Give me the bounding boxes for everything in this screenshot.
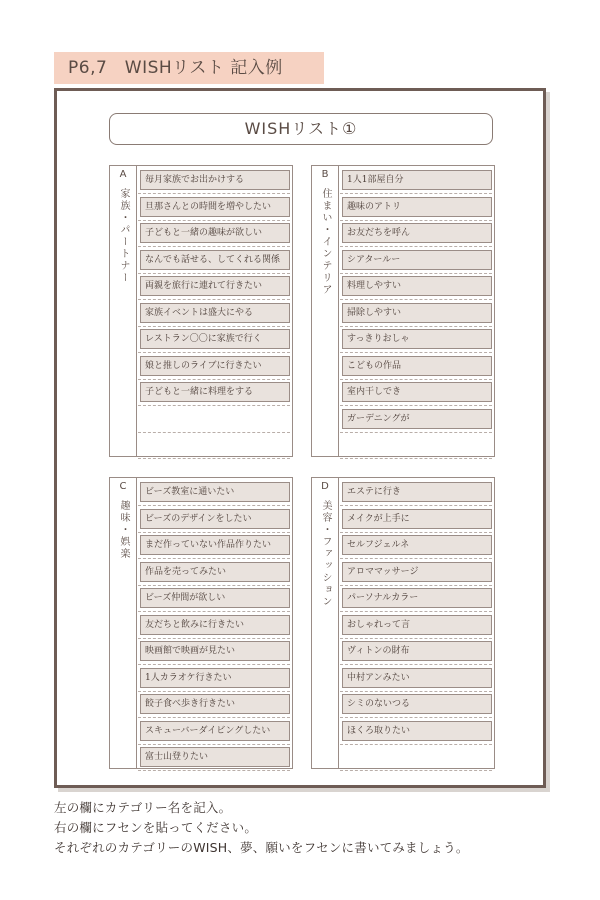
dashed-row-line (138, 505, 290, 506)
sticky-note: まだ作っていない作品作りたい (140, 535, 290, 555)
category-name: 趣味・娯楽 (118, 500, 129, 560)
dashed-row-line (138, 770, 290, 771)
sticky-note: ビーズ教室に通いたい (140, 482, 290, 502)
sticky-note: 映画館で映画が見たい (140, 641, 290, 661)
dashed-row-line (340, 505, 492, 506)
dashed-row-line (138, 638, 290, 639)
sticky-note: アロママッサージ (342, 562, 492, 582)
dashed-row-line (138, 379, 290, 380)
sticky-note: なんでも話せる、してくれる関係 (140, 250, 290, 270)
category-panel-d (311, 477, 495, 769)
dashed-row-line (138, 664, 290, 665)
category-panel-c (109, 477, 293, 769)
category-letter: D (321, 481, 329, 492)
dashed-row-line (340, 585, 492, 586)
sticky-note: スキューバーダイビングしたい (140, 721, 290, 741)
category-name: 住まい・インテリア (320, 188, 331, 296)
dashed-row-line (138, 220, 290, 221)
dashed-row-line (138, 246, 290, 247)
dashed-row-line (138, 691, 290, 692)
sticky-note: 餃子食べ歩き行きたい (140, 694, 290, 714)
dashed-row-line (340, 220, 492, 221)
dashed-row-line (138, 326, 290, 327)
instruction-line-3: それぞれのカテゴリーのWISH、夢、願いをフセンに書いてみましょう。 (54, 840, 469, 855)
category-name: 家族・パートナー (118, 188, 129, 284)
dashed-row-line (340, 326, 492, 327)
page-reference-tag: P6,7 WISHリスト 記入例 (54, 52, 324, 84)
dashed-row-line (340, 379, 492, 380)
wish-list-title: WISHリスト① (109, 113, 493, 145)
dashed-row-line (340, 717, 492, 718)
sticky-note: ほくろ取りたい (342, 721, 492, 741)
category-letter: B (321, 169, 329, 180)
sticky-note: レストラン〇〇に家族で行く (140, 329, 290, 349)
category-panel-b (311, 165, 495, 457)
sticky-note: 友だちと飲みに行きたい (140, 615, 290, 635)
dashed-row-line (138, 299, 290, 300)
category-name: 美容・ファッション (320, 500, 331, 608)
dashed-row-line (138, 611, 290, 612)
dashed-row-line (340, 770, 492, 771)
sticky-note: 中村アンみたい (342, 668, 492, 688)
sticky-note: 家族イベントは盛大にやる (140, 303, 290, 323)
sticky-note: 旦那さんとの時間を増やしたい (140, 197, 290, 217)
dashed-row-line (340, 611, 492, 612)
dashed-row-line (138, 585, 290, 586)
sticky-note: 趣味のアトリ (342, 197, 492, 217)
dashed-row-line (340, 744, 492, 745)
dashed-row-line (138, 532, 290, 533)
sticky-note: ガーデニングが (342, 409, 492, 429)
dashed-row-line (340, 532, 492, 533)
sticky-note: 作品を売ってみたい (140, 562, 290, 582)
sticky-note: メイクが上手に (342, 509, 492, 529)
sticky-note: 両親を旅行に連れて行きたい (140, 276, 290, 296)
dashed-row-line (340, 193, 492, 194)
dashed-row-line (138, 352, 290, 353)
sticky-note: セルフジェルネ (342, 535, 492, 555)
sticky-note: すっきりおしゃ (342, 329, 492, 349)
sticky-note: 1人1部屋自分 (342, 170, 492, 190)
sticky-note: 掃除しやすい (342, 303, 492, 323)
sticky-note: 料理しやすい (342, 276, 492, 296)
dashed-row-line (138, 744, 290, 745)
category-panel-a (109, 165, 293, 457)
sticky-note: お友だちを呼ん (342, 223, 492, 243)
dashed-row-line (340, 691, 492, 692)
dashed-row-line (138, 717, 290, 718)
sticky-note: シアタールー (342, 250, 492, 270)
sticky-note: 毎月家族でお出かけする (140, 170, 290, 190)
sticky-note: 娘と推しのライブに行きたい (140, 356, 290, 376)
category-letter: C (119, 481, 127, 492)
dashed-row-line (340, 432, 492, 433)
dashed-row-line (340, 352, 492, 353)
sticky-note: 室内干しでき (342, 382, 492, 402)
dashed-row-line (340, 458, 492, 459)
sticky-note: シミのないつる (342, 694, 492, 714)
dashed-row-line (340, 638, 492, 639)
sticky-note: ビーズ仲間が欲しい (140, 588, 290, 608)
sticky-note: 子どもと一緒の趣味が欲しい (140, 223, 290, 243)
dashed-row-line (138, 405, 290, 406)
dashed-row-line (138, 432, 290, 433)
dashed-row-line (340, 273, 492, 274)
dashed-row-line (138, 273, 290, 274)
sticky-note: 富士山登りたい (140, 747, 290, 767)
dashed-row-line (138, 458, 290, 459)
sticky-note: 子どもと一緒に料理をする (140, 382, 290, 402)
sticky-note: 1人カラオケ行きたい (140, 668, 290, 688)
instruction-line-2: 右の欄にフセンを貼ってください。 (54, 820, 258, 835)
instruction-line-1: 左の欄にカテゴリー名を記入。 (54, 800, 232, 815)
wish-list-sheet (54, 88, 546, 788)
dashed-row-line (138, 193, 290, 194)
dashed-row-line (138, 558, 290, 559)
dashed-row-line (340, 558, 492, 559)
sticky-note: こどもの作品 (342, 356, 492, 376)
sticky-note: パーソナルカラー (342, 588, 492, 608)
dashed-row-line (340, 299, 492, 300)
sticky-note: エステに行き (342, 482, 492, 502)
sticky-note: ビーズのデザインをしたい (140, 509, 290, 529)
dashed-row-line (340, 246, 492, 247)
category-letter: A (119, 169, 127, 180)
dashed-row-line (340, 664, 492, 665)
sticky-note: おしゃれって言 (342, 615, 492, 635)
sticky-note: ヴィトンの財布 (342, 641, 492, 661)
dashed-row-line (340, 405, 492, 406)
